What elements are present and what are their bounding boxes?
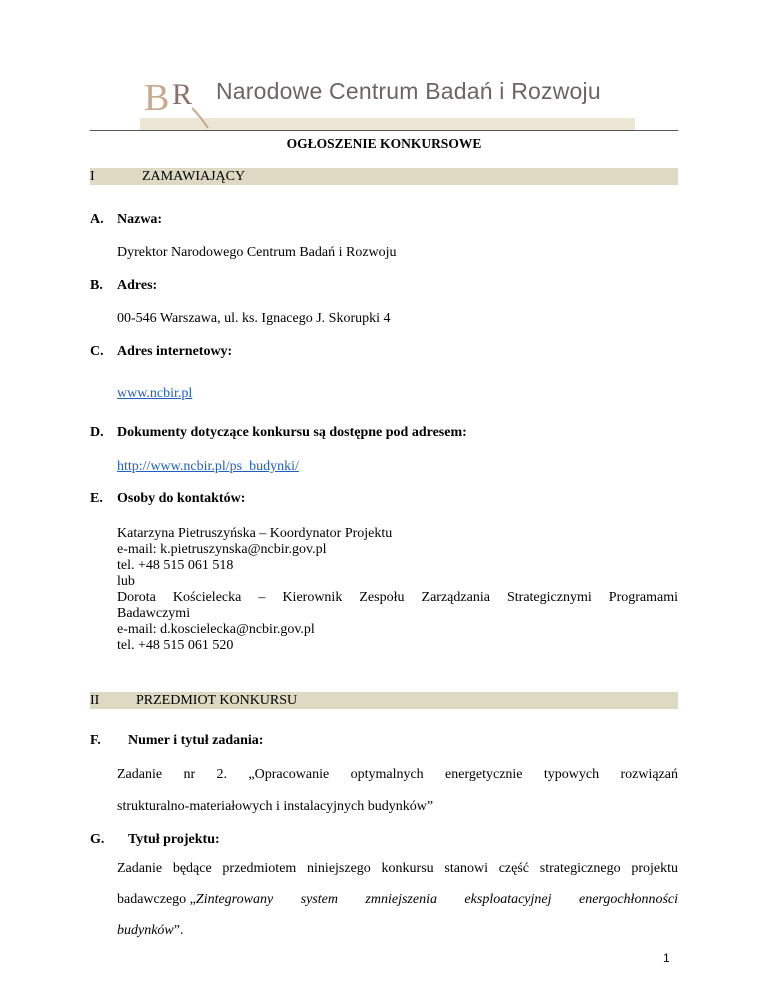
item-g-heading: Tytuł projektu: <box>128 832 220 847</box>
item-g-text-2-prefix: badawczego „ <box>117 892 196 907</box>
item-a-value: Dyrektor Narodowego Centrum Badań i Rozwoju <box>117 245 397 260</box>
header-divider <box>90 130 678 131</box>
item-g-text-3-suffix: ”. <box>173 923 184 938</box>
website-link[interactable]: www.ncbir.pl <box>117 386 193 401</box>
logo-text: Narodowe Centrum Badań i Rozwoju <box>216 78 601 104</box>
item-c-letter: C. <box>90 344 104 359</box>
item-g-letter: G. <box>90 832 105 847</box>
item-b-letter: B. <box>90 278 103 293</box>
svg-text:R: R <box>172 78 193 111</box>
svg-text:B: B <box>144 77 170 119</box>
item-e-heading: Osoby do kontaktów: <box>117 491 246 506</box>
document-title: OGŁOSZENIE KONKURSOWE <box>286 136 482 151</box>
contact-line-7: e-mail: d.koscielecka@ncbir.gov.pl <box>117 622 315 637</box>
documents-link[interactable]: http://www.ncbir.pl/ps_budynki/ <box>117 459 299 474</box>
contact-line-4: lub <box>117 574 135 589</box>
project-title-italic-2: budynków <box>117 923 174 938</box>
item-f-heading: Numer i tytuł zadania: <box>128 733 264 748</box>
item-a-heading: Nazwa: <box>117 212 163 227</box>
contact-line-1: Katarzyna Pietruszyńska – Koordynator Projektu <box>117 526 393 541</box>
item-f-letter: F. <box>90 733 101 748</box>
item-b-value: 00-546 Warszawa, ul. ks. Ignacego J. Skorupki 4 <box>117 311 391 326</box>
item-g-text-3 <box>117 923 183 939</box>
item-g-text-2 <box>117 892 678 908</box>
project-title-italic-1: Zintegrowany system zmniejszenia eksploatacyjnej energochłonności <box>195 892 678 907</box>
contact-line-5: Dorota Kościelecka – Kierownik Zespołu Zarządzania Strategicznymi Programami <box>117 590 678 605</box>
item-f-text-1: Zadanie nr 2. „Opracowanie optymalnych energetycznie typowych rozwiązań <box>117 767 678 782</box>
item-e-letter: E. <box>90 491 103 506</box>
item-b-heading: Adres: <box>117 278 158 293</box>
contact-line-8: tel. +48 515 061 520 <box>117 638 234 653</box>
item-d-letter: D. <box>90 425 104 440</box>
logo-band <box>140 118 635 130</box>
section-2-title: PRZEDMIOT KONKURSU <box>136 693 298 708</box>
item-c-heading: Adres internetowy: <box>117 344 233 359</box>
item-g-text-1: Zadanie będące przedmiotem niniejszego konkursu stanowi część strategicznego projektu <box>117 861 678 876</box>
item-d-heading: Dokumenty dotyczące konkursu są dostępne pod adresem: <box>117 425 467 440</box>
section-2-number: II <box>90 693 100 708</box>
section-1-number: I <box>90 169 95 184</box>
ncbir-logo-mark <box>142 70 214 135</box>
item-a-letter: A. <box>90 212 104 227</box>
section-1-title: ZAMAWIAJĄCY <box>142 169 246 184</box>
item-f-text-2: strukturalno-materiałowych i instalacyjnych budynków” <box>117 799 434 814</box>
contact-line-2: e-mail: k.pietruszynska@ncbir.gov.pl <box>117 542 327 557</box>
contact-line-3: tel. +48 515 061 518 <box>117 558 234 573</box>
page-number: 1 <box>663 951 670 965</box>
contact-line-6: Badawczymi <box>117 606 191 621</box>
